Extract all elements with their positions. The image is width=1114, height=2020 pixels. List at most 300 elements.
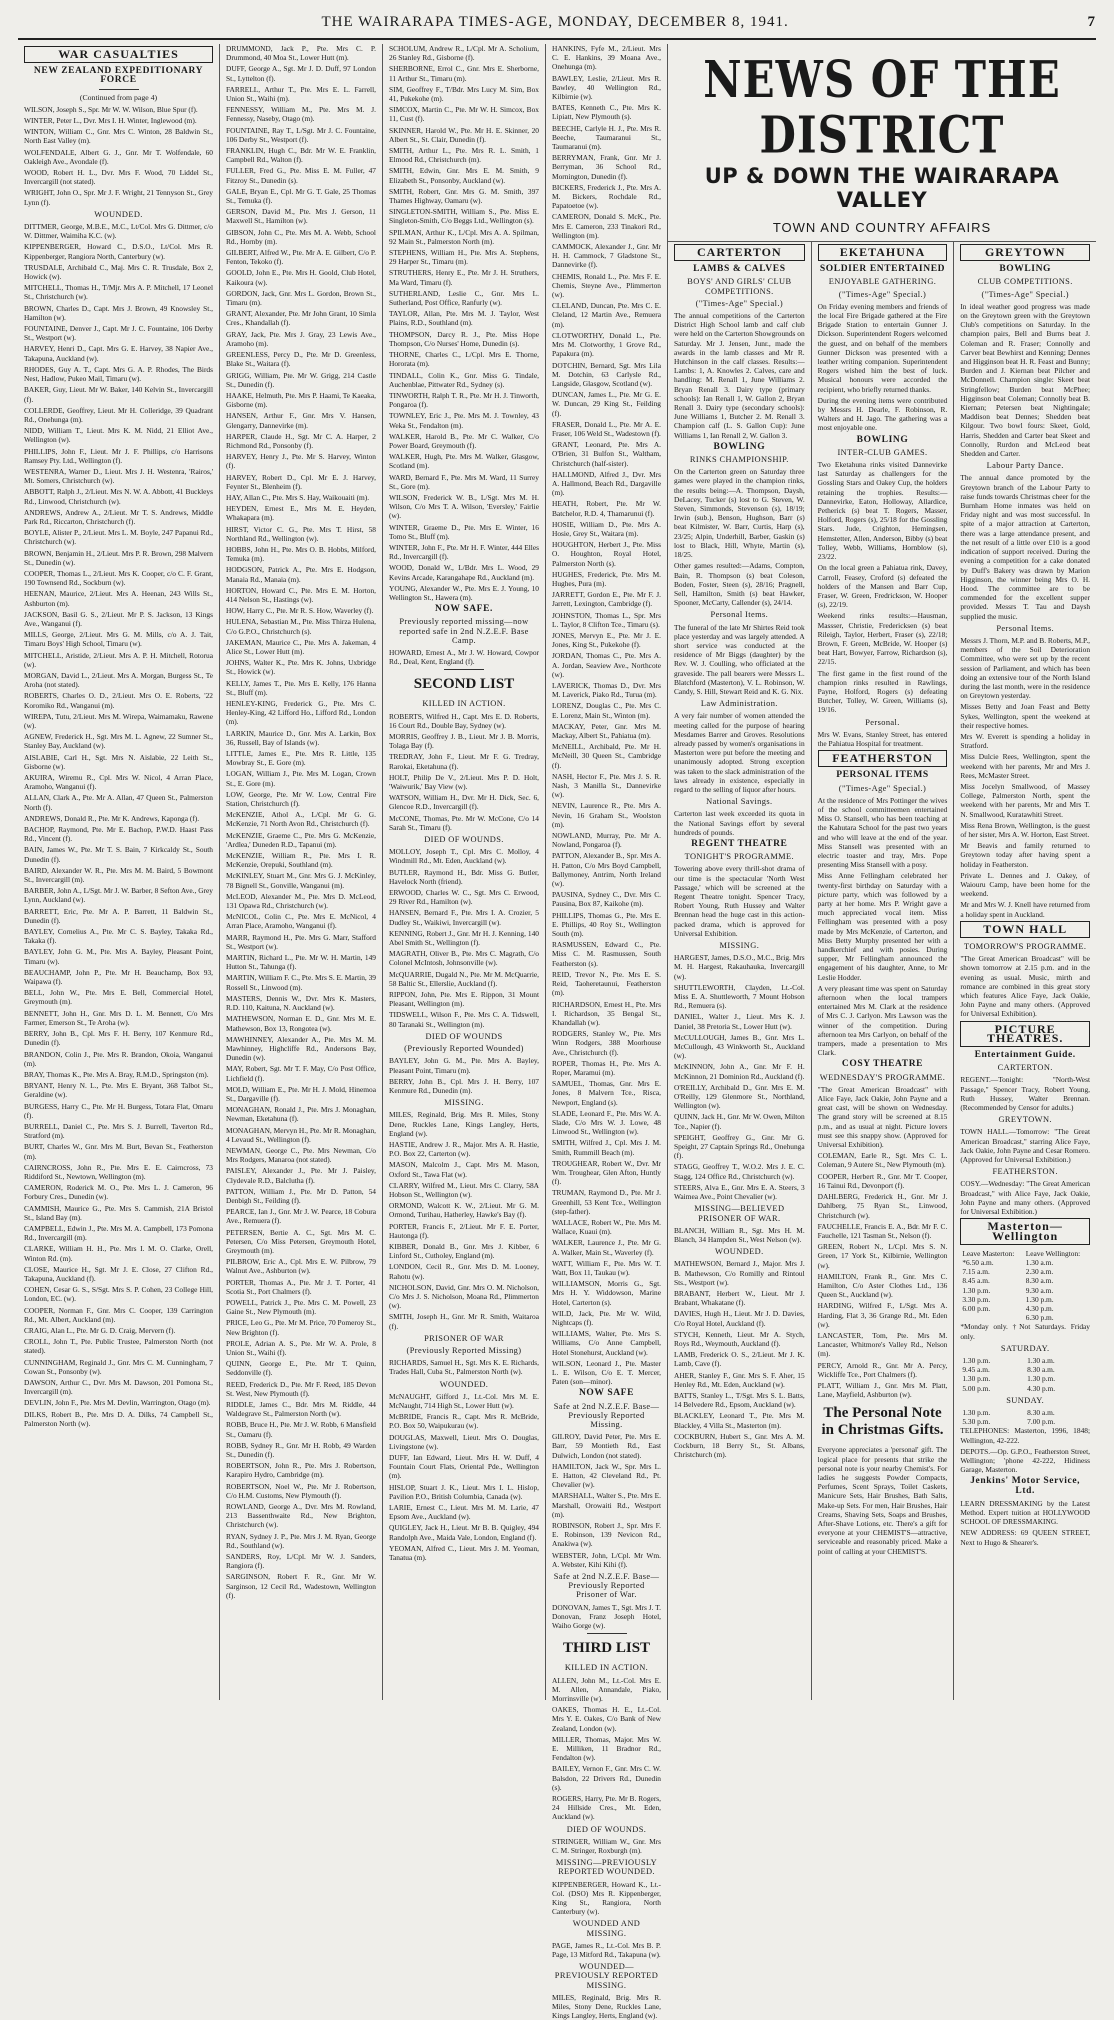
text-paragraph: BROWN, Charles D., Capt. Mrs J. Brown, 49 Knowsley St., Hamilton (w). xyxy=(24,303,213,322)
text-paragraph: CLELAND, Duncan, Pte. Mrs C. E. Cleland, 12 Martin Ave., Remuera (m). xyxy=(552,301,661,329)
greytown-paras3 xyxy=(960,636,1090,919)
text-paragraph: PROLE, Adrian A. S., Pte. Mr W. A. Prole, 8 Union St., Waihi (f). xyxy=(226,1338,376,1357)
eketahuna-bowling: BOWLING xyxy=(856,434,909,445)
text-paragraph: Mrs W. Evans, Stanley Street, has entered the Pahiatua Hospital for treatment. xyxy=(817,729,948,748)
text-paragraph: MARTIN, Richard L., Pte. Mr W. H. Martin, 149 Hutton St., Tahunga (f). xyxy=(226,953,376,972)
text-paragraph: GERSON, David M., Pte. Mrs J. Gerson, 11 Maxwell St., Hamilton (w). xyxy=(226,207,376,226)
timetable-row xyxy=(960,1286,1090,1295)
text-paragraph: GORDON, Jack, Gnr. Mrs L. Gordon, Brown St., Timaru (m). xyxy=(226,288,376,308)
text-paragraph: Private L. Dennes and J. Oakey, of Waiouru Camp, have been home for the weekend. xyxy=(960,870,1091,899)
text-paragraph: MILLS, George, 2/Lieut. Mrs G. M. Mills, c/o A. J. Tait, Timaru Boys' High School, Timaru (w). xyxy=(24,630,213,649)
text-paragraph: STEPHENS, William H., Pte. Mrs A. Stephens, 29 Harper St., Timaru (m). xyxy=(389,248,539,267)
died-wounds-heading: DIED OF WOUNDS. xyxy=(424,835,504,845)
text-paragraph: SMITH, Arthur L., Pte. Mrs R. L. Smith, 1 Elmood Rd., Christchurch (m). xyxy=(389,146,539,165)
text-paragraph: WRIGHT, John O., Spr. Mr J. F. Wright, 21 Tennyson St., Grey Lynn (f). xyxy=(24,188,213,207)
text-paragraph: TOWNLEY, Eric J., Pte. Mrs M. J. Townley, 43 Weka St., Fendalton (m). xyxy=(389,411,539,430)
timetable-row xyxy=(960,1276,1090,1285)
text-paragraph: DAVIES, Hugh H., Lieut. Mr J. D. Davies, C/o Royal Hotel, Auckland (f). xyxy=(674,1309,805,1328)
cosy-paras xyxy=(818,1085,948,1149)
wm-list xyxy=(552,1941,661,1959)
text-paragraph: DOUGLAS, Maxwell, Lieut. Mrs O. Douglas, Livingstone (w). xyxy=(389,1432,539,1451)
text-paragraph: "The Great American Broadcast" will be shown tomorrow at 2.15 p.m. and in the evening as usual. Music, mirth and romance are combined in this great story which features Alice Faye, Jack Oakie, John Payne and many others. (Approved for Universal Exhibition). xyxy=(960,954,1091,1019)
text-paragraph: PILBROW, Eric A., Cpl. Mrs E. W. Pilbrow, 79 Walnut Ave., Ashburton (w). xyxy=(226,1257,376,1276)
text-paragraph: LAMB, Frederick O. S., 2/Lieut. Mr J. K. Lamb, Cave (f). xyxy=(674,1350,805,1369)
timetable-cell: 6.30 p.m. xyxy=(1025,1313,1054,1323)
timetable-cell: 1.30 a.m. xyxy=(1025,1257,1054,1267)
text-paragraph: RICHARDSON, Ernest H., Pte. Mrs I. Richardson, 35 Bengal St., Khandallah (w). xyxy=(552,999,661,1027)
timetable-row xyxy=(960,1408,1090,1417)
text-paragraph: WATT, William F., Pte. Mrs W. T. Watt, Box 11, Taukau (w). xyxy=(552,1258,661,1277)
died-wounds-list xyxy=(389,847,539,1029)
cosy-sub: WEDNESDAY'S PROGRAMME. xyxy=(819,1072,946,1082)
text-paragraph: DUFF, Ian Edward, Lieut. Mrs H. W. Duff, 4 Fountain Court Flats, Oriental Pde., Wellington (m). xyxy=(389,1453,539,1481)
text-paragraph: Other games resulted:—Adams, Compton, Bain, R. Thompson (s) beat Coleson, Boden, Foster, Steen (s), 28/16; Pragnell, Sell, Hamilton, Smith (s) beat Hawker, Spooner, McCarty, Callender (s), 24/14. xyxy=(674,561,805,608)
text-paragraph: The first game in the first round of the champion rinks resulted in Rawlings, Payne, Holford, Rogers (s) defeating Butcher, Tolley, W. Green, Williams (s), 19/16. xyxy=(817,668,948,715)
text-paragraph: TROUGHEAR, Robert W., Dvr. Mr Wm. Troughear, Glen Afton, Huntly (f). xyxy=(552,1158,661,1187)
wounded-heading: WOUNDED. xyxy=(94,209,143,219)
text-paragraph: PHILLIPS, John F., Lieut. Mr J. F. Phillips, c/o Harrisons Ramsey Pty. Ltd., Wellington (f). xyxy=(24,446,213,465)
greytown-labour: Labour Party Dance. xyxy=(986,461,1064,471)
regent-programme: TONIGHT'S PROGRAMME. xyxy=(684,852,795,862)
wounded-prev-list xyxy=(552,1993,661,2020)
text-paragraph: HOSIE, William D., Pte. Mrs A. Hosie, Grey St., Waitara (m). xyxy=(552,519,661,538)
text-paragraph: BEAUCHAMP, John P., Pte. Mr H. Beauchamp, Box 93, Waipawa (f). xyxy=(24,967,213,987)
carterton-paras2 xyxy=(674,467,805,607)
text-paragraph: REED, Frederick D., Pte. Mr F. Reed, 185 Devon St. West, New Plymouth (f). xyxy=(226,1379,376,1398)
greytown-personal: Personal Items. xyxy=(996,623,1054,633)
text-paragraph: McCULLOUGH, James B., Gnr. Mrs L. McCullough, 43 Winkworth St., Auckland (w). xyxy=(674,1032,805,1061)
text-paragraph: COLEMAN, Earle R., Sgt. Mrs C. L. Coleman, 9 Autere St., New Plymouth (m). xyxy=(817,1151,948,1170)
text-paragraph: Misses Betty and Joan Feast and Betty Sykes, Wellington, spent the weekend at their respective homes. xyxy=(960,702,1091,730)
text-paragraph: SMITH, Wilfred J., Cpl. Mrs J. M. Smith, Rummill Beach (m). xyxy=(552,1138,661,1157)
text-paragraph: LITTLE, James E., Pte. Mrs R. Little, 135 Mowbray St., E. Gore (m). xyxy=(226,749,376,768)
timetable-cell: 1.30 p.m. xyxy=(1027,1374,1056,1384)
timetable-cell: 1.30 p.m. xyxy=(962,1407,991,1417)
text-paragraph: WILSON, Frederick W. B., L/Sgt. Mrs M. H. Wilson, C/o Mrs T. A. Wilson, 'Eversley,' Fairlie (w). xyxy=(389,492,539,521)
text-paragraph: The annual competitions of the Carterton District High School lamb and calf club were held on the Carterton Showgrounds on Saturday. Mr J. Jensen, Junr., made the awards in the lamb classes and Mr R. Hutchinson in the calf classes. Results:— Lambs: 1, A. Knowles 2. Calves, care and handling: M. Renall 1, June Williams 2. Bryan Renall 3. Dairy type (primary schools): Ian Renall 1, W. Gallon 2, Bryan Renall 3. Dairy type (secondary schools): June Williams 1, Butcher 2. M. Renall 3. Champion calf (L. S. Gallon Cup): June Williams 1, Ian Renall 2, W. Gallon 3. xyxy=(674,311,805,440)
text-paragraph: BLACKLEY, Leonard T., Pte. Mrs M. Blackley, 4 Villa St., Masterton (m). xyxy=(674,1411,805,1430)
text-paragraph: WINTON, William C., Gnr. Mrs C. Winton, 28 Baldwin St., North East Valley (m). xyxy=(24,127,213,146)
text-paragraph: THORNE, Charles C., L/Cpl. Mrs E. Thorne, Hororata (m). xyxy=(389,350,539,369)
third-list-heading: THIRD LIST xyxy=(562,1640,651,1657)
text-paragraph: ALLEN, John M., Lt.-Col. Mrs E. M. Allen, Annandale, Piako, Morrinsville (w). xyxy=(552,1675,661,1703)
text-paragraph: BEECHE, Carlyle H. J., Pte. Mrs R. Beeche, Taumaranui St., Taumaranui (m). xyxy=(552,123,661,152)
text-paragraph: BATTS, Stanley L., T/Sgt. Mrs S. L. Batts, 14 Belvedere Rd., Epsom, Auckland (w). xyxy=(674,1390,805,1410)
timetable-row xyxy=(960,1417,1090,1426)
text-paragraph: Weekend rinks results:—Hausman, Massser, Christie, Fredericksen (s) beat Rileigh, Taylor, Herbert, Fraser (s), 22/18; Brown, F. Green, McBride, W. Hooper (s) beat Hart, Bowyer, Farrow, Richardson (s), 22/15. xyxy=(817,611,948,667)
timetable-cell: 1.30 p.m. xyxy=(962,1374,991,1384)
text-paragraph: WARD, Bernard F., Pte. Mrs M. Ward, 11 Surrey St., Gore (m). xyxy=(389,472,539,491)
text-paragraph: JONES, Mervyn E., Pte. Mr J. E. Jones, King St., Pukekohe (f). xyxy=(552,630,661,650)
war-casualties-column xyxy=(18,44,219,1700)
wounded-prev-heading: WOUNDED—PREVIOUSLY REPORTED MISSING. xyxy=(554,1962,659,1990)
text-paragraph: RASMUSSEN, Edward C., Pte. Miss C. M. Rasmussen, South Featherston (s). xyxy=(552,940,661,968)
text-paragraph: BAYLEY, John G. M., Pte. Mrs A. Bayley, Pleasant Point, Timaru (m). xyxy=(389,1056,539,1075)
text-paragraph: BOYLE, Alister P., 2/Lieut. Mrs L. M. Boyle, 247 Papanui Rd., Christchurch (w). xyxy=(24,528,213,547)
text-paragraph: PORTER, Thomas A., Pte. Mr J. T. Porter, 41 Scotia St., Port Chalmers (f). xyxy=(226,1277,376,1296)
text-paragraph: GIBSON, John C., Pte. Mrs M. A. Webb, School Rd., Hornby (m). xyxy=(226,227,376,246)
text-paragraph: HANSEN, Bernard F., Pte. Mrs I. A. Crozier, 5 Dudley St., Waikiwi, Invercargill (w). xyxy=(389,908,539,927)
text-paragraph: KIBBER, Donald B., Gnr. Mrs J. Kibber, 6 Linford St., Cutholey, England (m). xyxy=(389,1241,539,1261)
text-paragraph: O'REILLY, Archibald D., Gnr. Mrs E. M. O'Reilly, 129 Glenmore St., Northland, Wellington (w). xyxy=(674,1082,805,1111)
text-paragraph: HENLEY-KING, Frederick G., Pte. Mrs C. Henley-King, 42 Lifford Ho., Lifford Rd., London (m). xyxy=(226,699,376,727)
text-paragraph: MARR, Raymond H., Pte. Mrs G. Marr, Stafford St., Westport (w). xyxy=(226,932,376,951)
timetable-row xyxy=(960,1258,1090,1267)
timetable-row xyxy=(960,1356,1090,1365)
text-paragraph: LARIE, Ernest C., Lieut. Mrs M. M. Larie, 47 Epsom Ave., Auckland (w). xyxy=(389,1503,539,1522)
eketahuna-sub2: ENJOYABLE GATHERING. xyxy=(828,277,937,287)
text-paragraph: REID, Trevor N., Pte. Mrs E. S. Reid, Taoheretaunui, Featherston (m). xyxy=(552,969,661,998)
text-paragraph: ROBERTSON, John R., Pte. Mrs J. Robertson, Karapiro Hydro, Cambridge (m). xyxy=(226,1461,376,1480)
text-paragraph: FOUNTAINE, Denver J., Capt. Mr J. C. Fountaine, 106 Derby St., Westport (w). xyxy=(24,324,213,343)
wm-heading: WOUNDED AND MISSING. xyxy=(572,1919,641,1938)
text-paragraph: COLLERDE, Geoffrey, Lieut. Mr H. Colleridge, 39 Quadrant Rd., Onehunga (m). xyxy=(24,405,213,424)
carterton-rinks: RINKS CHAMPIONSHIP. xyxy=(689,455,789,465)
text-paragraph: BERRY, John B., Cpl. Mrs J. H. Berry, 107 Kenmure Rd., Dunedin (m). xyxy=(389,1076,539,1095)
text-paragraph: DONOVAN, James T., Sgt. Mrs J. T. Donovan, Franz Joseph Hotel, Waiho Gorge (w). xyxy=(552,1602,661,1631)
carterton-paras xyxy=(674,311,805,440)
text-paragraph: CLOSE, Maurice H., Sgt. Mr J. E. Close, 27 Clifton Rd., Takapuna, Auckland (f). xyxy=(24,1264,213,1283)
text-paragraph: GRANT, Leonard, Pte. Mrs A. O'Brien, 31 Bulfon St., Waltham, Christchurch (half-sister). xyxy=(552,440,661,468)
featherston-paras xyxy=(818,796,948,1058)
text-paragraph: TRUMAN, Raymond D., Pte. Mr J. Greenhill, 53 Kent Tce., Wellington (step-father). xyxy=(552,1188,661,1216)
text-paragraph: COOPER, Norman F., Gnr. Mrs C. Cooper, 139 Carrington Rd., Mt. Albert, Auckland (m). xyxy=(24,1305,213,1324)
died-prev-heading: DIED OF WOUNDS xyxy=(425,1031,503,1041)
safe-prev-sub: Safe at 2nd N.Z.E.F. Base—Previously Reported Prisoner of War. xyxy=(553,1572,660,1600)
text-paragraph: McBRIDE, Francis R., Capt. Mrs R. McBride, P.O. Box 50, Waipukurau (w). xyxy=(389,1412,539,1431)
text-paragraph: MOLLOY, Joseph T., Cpl. Mrs C. Molloy, 4 Windmill Rd., Mt. Eden, Auckland (w). xyxy=(389,847,539,866)
text-paragraph: CAMERON, Roderick M. O., Pte. Mrs L. J. Cameron, 96 Forbury Cres., Dunedin (w). xyxy=(24,1183,213,1202)
text-paragraph: On the local green a Pahiatua rink, Davey, Carroll, Feasey, Croford (s) defeated the holders of the Mansen and Barr Cup, Fraser, W. Green, Fredrickson, W. Hooper (s), 22/19. xyxy=(817,563,948,610)
telephones: TELEPHONES: Masterton, 1996, 1848; Wellington, 42-222. xyxy=(960,1426,1091,1445)
text-paragraph: Mr Beavis and family returned to Greytown today after having spent a holiday in Featherston. xyxy=(960,841,1091,869)
text-paragraph: WIREPA, Tutu, 2/Lieut. Mrs M. Wirepa, Waimamaku, Rawene (w). xyxy=(24,711,213,730)
text-paragraph: MORRIS, Geoffrey J. B., Lieut. Mr J. B. Morris, Tolaga Bay (f). xyxy=(389,732,539,751)
text-paragraph: PHILLIPS, Thomas G., Pte. Mrs E. E. Phillips, 40 Roy St., Wellington South (m). xyxy=(552,910,661,939)
text-paragraph: DUFF, George A., Sgt. Mr J. D. Duff, 97 London St., Lyttelton (f). xyxy=(226,64,376,83)
text-paragraph: TRUSDALE, Archibald C., Maj. Mrs C. R. Trusdale, Box 2, Howick (w). xyxy=(24,262,213,282)
text-paragraph: WALLACE, Robert W., Pte. Mrs M. Wallace, Kuaui (m). xyxy=(552,1217,661,1237)
carterton-personal: Personal Items. xyxy=(710,610,769,620)
carterton-bowling: BOWLING xyxy=(713,441,766,452)
timetable-cell: 5.00 p.m. xyxy=(962,1383,991,1393)
text-paragraph: SUTHERLAND, Leslie C., Gnr. Mrs L. Sutherland, Post Office, Ranfurly (w). xyxy=(389,288,539,308)
text-paragraph: NICHOLSON, David, Gnr. Mrs O. M. Nicholson, C/o Mrs J. S. Nicholson, Moana Rd., Plimmerton (w). xyxy=(389,1282,539,1311)
now-safe-heading-4: NOW SAFE xyxy=(578,1388,635,1399)
text-paragraph: PAGE, James R., Lt.-Col. Mrs B. P. Page, 13 Mitford Rd., Takapuna (w). xyxy=(552,1940,661,1959)
text-paragraph: HOUGHTON, Herbert J., Pte. Miss O. Houghton, Royal Hotel, Palmerston North (s). xyxy=(552,540,661,568)
text-paragraph: SLADE, Leonard F., Pte. Mrs W. A. Slade, C/o Mrs W. J. Lowe, 48 Linwood St., Wellington (w). xyxy=(552,1108,661,1137)
text-paragraph: McNICOL, Colin C., Pte. Mrs E. McNicol, 4 Arran Place, Aramoho, Wanganui (f). xyxy=(226,912,376,931)
missing-heading: MISSING. xyxy=(444,1098,484,1108)
text-paragraph: STEERS, Alva E., Gnr. Mrs E. A. Steers, 3 Waimea Ave., Point Chevalier (w). xyxy=(674,1182,805,1202)
text-paragraph: DOTCHIN, Bernard, Sgt. Mrs Lila M. Dotchin, 63 Carlysle Rd., Langside, Glasgow, Scotland (w). xyxy=(552,360,661,388)
timetable-row xyxy=(960,1267,1090,1276)
text-paragraph: ORMOND, Walcott K. W., 2/Lieut. Mr G. M. Ormond, Turihau, Hatherley, Hawke's Bay (f). xyxy=(389,1201,539,1220)
greytown-paras2 xyxy=(960,473,1090,620)
text-paragraph: DAWSON, Arthur C., Dvr. Mrs M. Dawson, 201 Pomona St., Invercargill (m). xyxy=(24,1378,213,1397)
text-paragraph: FRANKLIN, Hugh C., Bdr. Mr W. E. Franklin, Campbell Rd., Walton (f). xyxy=(226,146,376,165)
died-wounds-heading-4: DIED OF WOUNDS. xyxy=(566,1824,647,1834)
guide-carterton: CARTERTON. xyxy=(997,1063,1053,1073)
text-paragraph: BRABANT, Herbert W., Lieut. Mr J. Brabant, Whakatane (f). xyxy=(674,1288,805,1308)
text-paragraph: CHEMIS, Ronald L., Pte. Mrs F. E. Chemis, Steyne Ave., Plimmerton (w). xyxy=(552,271,661,300)
text-paragraph: DUNCAN, James L., Pte. Mr G. E. W. Duncan, 29 King St., Feilding (f). xyxy=(552,390,661,418)
text-paragraph: RIPPON, John, Pte. Mrs E. Rippon, 31 Mount Pleasant, Wellington (m). xyxy=(389,990,539,1009)
text-paragraph: GRIGG, William, Pte. Mr W. Grigg, 214 Castle St., Dunedin (f). xyxy=(226,370,376,389)
text-paragraph: BAWLEY, Leslie, 2/Lieut. Mrs R. Bawley, 40 Wellington Rd., Kilbirnie (w). xyxy=(552,73,661,102)
timetable-cell: 8.30 a.m. xyxy=(1027,1407,1055,1417)
text-paragraph: PORTER, Francis F., 2/Lieut. Mr F. E. Porter, Hautonga (f). xyxy=(389,1221,539,1240)
text-paragraph: TAYLOR, Allan, Pte. Mrs M. J. Taylor, West Plains, R.D., Southland (m). xyxy=(389,309,539,328)
text-paragraph: LANCASTER, Tom, Pte. Mrs M. Lancaster, Whitmore's Valley Rd., Nelson (m). xyxy=(817,1330,948,1359)
text-paragraph: DAHLBERG, Frederick H., Gnr. Mr J. Dahlberg, 75 Ryan St., Linwood, Christchurch (w). xyxy=(817,1192,948,1220)
text-paragraph: McCONE, Thomas, Pte. Mr W. McCone, C/o 14 Sarah St., Timaru (f). xyxy=(389,813,539,832)
text-paragraph: CAMMOCK, Alexander J., Gnr. Mr H. H. Cammock, 7 Gladstone St., Dannevirke (f). xyxy=(552,242,661,270)
featherston-personal: PERSONAL ITEMS xyxy=(836,770,929,781)
text-paragraph: PERCY, Arnold R., Gnr. Mr A. Percy, Wickliffe Tce., Port Chalmers (f). xyxy=(817,1360,948,1379)
text-paragraph: A very pleasant time was spent on Saturday afternoon when the local trampers entertained Mrs M. Clark at the residence of Mrs C. J. Carlyon. Mrs Lawson was the winner of the competition. During afternoon tea Mrs Carlyon, on behalf of the trampers, made a presentation to Mrs Clark. xyxy=(817,983,948,1058)
text-paragraph: McQUARRIE, Dugald N., Pte. Mr M. McQuarrie, 58 Baltic St., Ellerslie, Auckland (f). xyxy=(389,969,539,988)
text-paragraph: FAUCHELLE, Francis E. A., Bdr. Mr F. C. Fauchelle, 121 Tasman St., Nelson (f). xyxy=(817,1221,948,1240)
text-paragraph: MASON, Malcolm J., Capt. Mrs M. Mason, Oxford St., Tawa Flat (w). xyxy=(389,1160,539,1179)
eketahuna-personal: Personal. xyxy=(865,717,900,727)
text-paragraph: QUINN, Jack H., Gnr. Mr W. Owen, Milton Tce., Napier (f). xyxy=(674,1112,805,1131)
carterton-wounded-heading: WOUNDED. xyxy=(715,1247,764,1257)
text-paragraph: WILLIAMSON, Morris G., Sgt. Mrs H. Y. Widdowson, Marine Hotel, Carterton (s). xyxy=(552,1279,661,1307)
text-paragraph: HORTON, Howard C., Pte. Mrs E. M. Horton, 414 Nelson St., Hastings (w). xyxy=(226,585,376,604)
district-title: NEWS OF THE DISTRICT xyxy=(703,50,1061,165)
text-paragraph: On the Carterton green on Saturday three games were played in the champion rinks, the results being:—A. Thompson, Daysh, DeLacey, Tucker (s) lost to G. Steven, W. Steven, Simmonds, Stevenson (s), 18/19; Irwin (sub.), Benson, Hughson, Barr (s) beat Kilmister, W. Barr, Curtis, Harp (s), 23/25; Alpin, Underhill, Barber, Gaskin (s) lost to Black, Hill, Whyte, Martin (s), 18/25. xyxy=(674,467,805,560)
war-casualties-subtitle: NEW ZEALAND EXPEDITIONARY FORCE xyxy=(33,66,204,86)
text-paragraph: ROWLAND, George A., Dvr. Mrs M. Rowland, 213 Bassenthwaite Rd., New Brighton, Christchurch (w). xyxy=(226,1502,376,1530)
mast-title: THE WAIRARAPA TIMES-AGE, MONDAY, DECEMBER 8, 1941. xyxy=(321,14,789,30)
town-hall-sub: TOMORROW'S PROGRAMME. xyxy=(963,942,1087,952)
text-paragraph: FENNESSY, William M., Pte. Mrs M. J. Fennessy, Naseby, Otago (m). xyxy=(226,105,376,124)
text-paragraph: ROPER, Thomas H., Pte. Mrs A. Roper, Maramui (m). xyxy=(552,1058,661,1077)
text-paragraph: BURT, Charles W., Gnr. Mrs M. Burt, Bevan St., Featherston (m). xyxy=(24,1142,213,1161)
text-paragraph: KELLY, James T., Pte. Mrs E. Kelly, 176 Hanna St., Bluff (m). xyxy=(226,678,376,697)
text-paragraph: PAISLEY, Alexander J., Pte. Mr J. Paisley, Clydevale R.D., Balclutha (f). xyxy=(226,1166,376,1185)
text-paragraph: HARVEY, Henry J., Pte. Mr S. Harvey, Winton (f). xyxy=(226,452,376,471)
service-heading: Masterton—Wellington xyxy=(960,1218,1090,1244)
text-paragraph: POWELL, Patrick J., Pte. Mrs C. M. Powell, 23 Gaine St., New Plymouth (m). xyxy=(226,1297,376,1317)
text-paragraph: DITTMER, George, M.B.E., M.C., Lt/Col. Mrs G. Dittmer, c/o W. Dittmer, Waimiha K.C. (w). xyxy=(24,222,213,241)
text-paragraph: BAYLEY, Cornelius A., Pte. Mr C. S. Bayley, Takaka Rd., Takaka (f). xyxy=(24,927,213,946)
text-paragraph: WINTER, Graeme D., Pte. Mrs E. Winter, 16 Tomo St., Bluff (m). xyxy=(389,522,539,541)
text-paragraph: JOHNSTON, Thomas L., Spr. Mrs L. Taylor, 8 Clifton Tce., Timaru (s). xyxy=(552,610,661,629)
text-paragraph: FULLER, Fred G., Pte. Miss E. M. Fuller, 47 Fitzroy St., Dunedin (s). xyxy=(226,166,376,185)
text-paragraph: HAAKE, Helmuth, Pte. Mrs P. Haami, Te Kaeaka, Gisborne (m). xyxy=(226,390,376,410)
cosy-heading: COSY THEATRE xyxy=(841,1059,924,1070)
text-paragraph: TIDSWELL, Wilson F., Pte. Mrs C. A. Tidswell, 80 Taranaki St., Wellington (m). xyxy=(389,1010,539,1029)
text-paragraph: HEYDEN, Ernest E., Mrs M. E. Heyden, Whakapara (m). xyxy=(226,504,376,523)
text-paragraph: LARKIN, Maurice D., Gnr. Mrs A. Larkin, Box 36, Russell, Bay of Islands (w). xyxy=(226,728,376,747)
text-paragraph: CUNNINGHAM, Reginald J., Gnr. Mrs C. M. Cunningham, 7 Cowan St., Ponsonby (w). xyxy=(24,1357,213,1376)
text-paragraph: MITCHELL, Thomas H., T/Mjr. Mrs A. P. Mitchell, 17 Leonel St., Christchurch (w). xyxy=(24,283,213,302)
text-paragraph: BAIN, James W., Pte. Mr T. S. Bain, 7 Kirkcaldy St., South Dunedin (f). xyxy=(24,845,213,864)
eketahuna-paras2 xyxy=(818,460,948,714)
died-prev-sub: (Previously Reported Wounded) xyxy=(404,1044,524,1054)
greytown-paras xyxy=(960,302,1090,458)
text-paragraph: ROBERTS, Wilfred H., Capt. Mrs E. D. Roberts, 16 Court Rd., Double Bay, Sydney (w). xyxy=(389,711,539,730)
text-paragraph: SPEIGHT, Geoffrey G., Gnr. Mr G. Speight, 27 Captain Springs Rd., Onehunga (f). xyxy=(674,1132,805,1161)
timetable-cell xyxy=(960,1313,1023,1322)
text-paragraph: BRYANT, Henry N. L., Pte. Mrs E. Bryant, 368 Talbot St., Geraldine (w). xyxy=(24,1081,213,1100)
text-paragraph: At the residence of Mrs Pottinger the wives of the school committeemen entertained Miss O. Stansell, who has been teaching at the Kahutara School for the past two years and who will leave at the end of the year. Miss Stansell was presented with an electric toaster and tray, Mrs. Pope presenting Miss Stansell with a posy. xyxy=(817,795,948,870)
text-paragraph: WILLIAMS, Walter, Pte. Mrs S. Williams, C/o Anne Campbell, Hotel Stonehurst, Auckland (w). xyxy=(552,1329,661,1357)
text-paragraph: PAUSINA, Sydney C., Dvr. Mrs C. Pausina, Box 87, Kaikohe (m). xyxy=(552,890,661,909)
text-paragraph: MACKAY, Peter, Gnr. Mrs M. Mackay, Albert St., Pahiatua (m). xyxy=(552,721,661,741)
text-paragraph: WOOD, Donald W., L/Bdr. Mrs L. Wood, 29 Kevins Arcade, Karangahape Rd., Auckland (m). xyxy=(389,563,539,582)
text-paragraph: BAIRD, Alexander W. R., Pte. Mrs M. M. Baird, 5 Bowmont St., Invercargill (m). xyxy=(24,865,213,885)
text-paragraph: HARPER, Claude H., Sgt. Mr C. A. Harper, 2 Richmond Rd., Ponsonby (f). xyxy=(226,431,376,450)
text-paragraph: BICKERS, Frederick J., Pte. Mrs A. M. Bickers, Rochdale Rd., Papatoetoe (w). xyxy=(552,182,661,211)
text-paragraph: CLARKE, William H. H., Pte. Mrs I. M. O. Clarke, Orell, Winton Rd. (m). xyxy=(24,1244,213,1263)
text-paragraph: MOLD, William E., Pte. Mr H. J. Mold, Hinemoa St., Dargaville (f). xyxy=(226,1084,376,1103)
text-paragraph: KENNING, Robert J., Gnr. Mr H. J. Kenning, 140 Abel Smith St., Wellington (f). xyxy=(389,928,539,948)
text-paragraph: CAIRNCROSS, John R., Pte. Mrs E. E. Cairncross, 73 Riddiford St., Newtown, Wellington (m). xyxy=(24,1162,213,1181)
text-paragraph: In ideal weather good progress was made on the Greytown green with the Greytown Club's competitions on Saturday. In the champion pairs, Bell and Burns beat J. Coleman and R. Fraser; Connolly and Carver beat Bewhirst and Kenning; Dennes and Higginson beat H. R. Feast and Bunny; Burden and J. Kiernan beat Pilcher and McDonnell. Champion single: Skeet beat Stringfellow; Burden beat McPhee; Higginson beat Coleman; Connolly beat B. Kiernan; Petersen beat Nightingale; Maddison beat Dennes; Shedden beat Kilgour. Two bowl fours: Skeet, Gold, Harris, Shedden and Carter beat Skeet and Connolly, Rurdon and McLeod beat Shedden and Carter. xyxy=(960,301,1091,459)
text-paragraph: DANIEL, Walter J., Lieut. Mrs K. J. Daniel, 38 Pretoria St., Lower Hutt (w). xyxy=(674,1012,805,1031)
text-paragraph: Miss Jocelyn Smallwood, of Massey College, Palmerston North, spent the weekend with her parents, Mr and Mrs T. N. Smallwood, Kuratawhiti Street. xyxy=(960,781,1091,819)
timetable-note: *Monday only. †Not Saturdays. Friday only. xyxy=(960,1322,1091,1341)
text-paragraph: McKINNON, John A., Gnr. Mr F. H. McKinnon, 21 Dominion Rd., Auckland (f). xyxy=(674,1062,805,1081)
text-paragraph: HAMILTON, Frank R., Gnr. Mrs C. Hamilton, C/o Aster Clothes Ltd., 136 Queen St., Auckland (w). xyxy=(817,1271,948,1300)
text-paragraph: Towering above every thrill-shot drama of our time is the spectacular 'North West Passage,' which will be screened at the Regent Theatre tonight. Spencer Tracy, Robert Young, Ruth Hussey and Walter Brennan head the huge cast in this action-packed drama, which is approved for Universal Exhibition. xyxy=(674,864,805,938)
wounded-list-3 xyxy=(389,1392,539,1562)
timetable-cell: 7.15 a.m. xyxy=(962,1267,990,1277)
text-paragraph: MILES, Reginald, Brig. Mrs R. Miles, Stony Dene, Ruckles Lane, Kings Langley, Herts, England (w). xyxy=(389,1110,539,1138)
text-paragraph: Two Eketahuna rinks visited Dannevirke last Saturday as challengers for the Gossling Stars and Oakey Cup, the holders retaining the trophies. Results:—Dannevirke, Eaton, Holloway, Allardice, Petherick (s) beat T. Rogers, Masser, Holford, Rogers (s), 25/18 for the Gossling Stars. Jude, Crighton, Hemingsen, Hemstetter, Allen, Anderson, Bibby (s) beat Tolley, Webb, Williams, Hornblow (s), 23/22. xyxy=(817,460,948,562)
text-paragraph: SINGLETON-SMITH, William S., Pte. Miss E. Singleton-Smith, C/o Beggs Ltd., Wellington (s). xyxy=(389,207,539,226)
district-news-zone xyxy=(667,44,1096,1700)
text-paragraph: HANKINS, Fyfe M., 2/Lieut. Mrs C. E. Hankins, 39 Moana Ave., Onehunga (m). xyxy=(552,44,661,72)
text-paragraph: BAKER, Guy, Lieut. Mr W. Baker, 140 Kelvin St., Invercargill (f). xyxy=(24,385,213,404)
text-paragraph: McKINLEY, Stuart M., Gnr. Mrs G. J. McKinley, 78 Bignell St., Gonville, Wanganui (m). xyxy=(226,871,376,890)
saturday-timetable xyxy=(960,1356,1090,1393)
text-paragraph: JORDAN, Thomas C., Pte. Mrs A. A. Jordan, Seaview Ave., Northcote (w). xyxy=(552,651,661,679)
text-paragraph: HASTIE, Andrew J. R., Major. Mrs A. R. Hastie, P.O. Box 22, Carterton (w). xyxy=(389,1139,539,1159)
greytown-title: GREYTOWN xyxy=(960,244,1090,261)
now-safe-heading: NOW SAFE. xyxy=(434,604,493,615)
text-paragraph: HARVEY, Robert D., Cpl. Mr E. J. Harvey, Feynter St., Blenheim (f). xyxy=(226,472,376,491)
guide-carterton-text: REGENT.—Tonight: "North-West Passage," Spencer Tracy, Robert Young, Ruth Hussey, Walter Brennan. (Recommended by Censor for adults.) xyxy=(960,1075,1091,1113)
safe-prev-list xyxy=(552,1603,661,1631)
now-safe-list-4 xyxy=(552,1432,661,1569)
featherston-dateline: ("Times-Age" Special.) xyxy=(838,783,927,793)
district-banner xyxy=(668,44,1096,242)
text-paragraph: BRANDON, Colin J., Pte. Mrs R. Brandon, Okoia, Wanganui (m). xyxy=(24,1049,213,1068)
text-paragraph: DILKS, Robert B., Pte. Mrs D. A. Dilks, 74 Campbell St., Palmerston North (w). xyxy=(24,1409,213,1428)
text-paragraph: NEVIN, Laurence R., Pte. Mrs A. Nevin, 16 Graham St., Woolston (m). xyxy=(552,801,661,829)
text-paragraph: ANDREWS, Andrew A., 2/Lieut. Mr T. S. Andrews, Middle Park Rd., Riccarton, Christchurch (f). xyxy=(24,507,213,526)
timetable-cell: 9.30 a.m. xyxy=(1025,1285,1054,1295)
eketahuna-title: EKETAHUNA xyxy=(818,244,948,261)
wounded-heading-3: WOUNDED. xyxy=(439,1379,489,1389)
text-paragraph: WATSON, William H., Dvr. Mr H. Dick, Sec. 6, Glencoe R.D., Invercargill (f). xyxy=(389,793,539,812)
text-paragraph: Mrs W. Everett is spending a holiday in Stratford. xyxy=(960,731,1091,751)
text-paragraph: THOMPSON, Darcy R. J., Pte. Miss Hope Thompson, C/o Nurses' Home, Dunedin (s). xyxy=(389,329,539,348)
town-hall-paras xyxy=(960,954,1090,1018)
casualties-column-4 xyxy=(545,44,667,2020)
text-paragraph: SIMCOX, Martin C., Pte. Mr W. H. Simcox, Box 11, Cust (f). xyxy=(389,105,539,124)
masthead xyxy=(18,14,1096,40)
text-paragraph: ROBERTSON, Noel W., Pte. Mr J. Robertson, C/o H.M. Customs, New Plymouth (f). xyxy=(226,1481,376,1500)
text-paragraph: BURRELL, Daniel C., Pte. Mrs S. J. Burrell, Taverton Rd., Stratford (m). xyxy=(24,1121,213,1141)
text-paragraph: MORGAN, David L., 2/Lieut. Mrs A. Morgan, Burgess St., Te Aroha (not stated). xyxy=(24,670,213,690)
casualties-column-3 xyxy=(382,44,545,1700)
pictures-heading: PICTURE THEATRES. xyxy=(960,1021,1090,1047)
text-paragraph: WILSON, Leonard J., Pte. Master L. E. Wilson, C/o E. T. Mercer, Paten (son—minor). xyxy=(552,1358,661,1387)
text-paragraph: RODGERS, Stanley W., Pte. Mrs Winn Rodgers, 388 Moorhouse Ave., Christchurch (f). xyxy=(552,1029,661,1057)
text-paragraph: TINDALL, Colin K., Gnr. Miss G. Tindale, Auchenblae, Pittwater Rd., Sydney (s). xyxy=(389,370,539,389)
text-paragraph: RHODES, Guy A. T., Capt. Mrs G. A. P. Rhodes, The Birds Nest, Hadlow, Pukeo Mail, Timaru (w). xyxy=(24,364,213,384)
saturday-rows xyxy=(960,1356,1090,1393)
war-casualties-title: WAR CASUALTIES xyxy=(24,46,213,63)
second-list-heading: SECOND LIST xyxy=(413,676,515,693)
missing-prev-heading: MISSING—PREVIOUSLY REPORTED WOUNDED. xyxy=(555,1858,658,1877)
text-paragraph: TINWORTH, Ralph T. R., Pte. Mr H. J. Tinworth, Pongaroa (f). xyxy=(389,390,539,410)
guide-heading: Entertainment Guide. xyxy=(974,1050,1076,1061)
text-paragraph: McNEILL, Archibald, Pte. Mr H. McNeill, 30 Queen St., Cambridge (f). xyxy=(552,742,661,770)
text-paragraph: GRAY, Jack, Pte. Mrs J. Gray, 23 Lewis Ave., Aramoho (m). xyxy=(226,329,376,348)
text-paragraph: BACHOP, Raymond, Pte. Mr E. Bachop, P.W.D. Haast Pass Rd., Vincent (f). xyxy=(24,825,213,844)
text-paragraph: CLOTWORTHY, Donald L., Pte. Mrs M. Clotworthy, 1 Grove Rd., Papakura (m). xyxy=(552,330,661,359)
text-paragraph: LAVERICK, Thomas D., Dvr. Mrs M. Laverick, Piako Rd., Turua (m). xyxy=(552,681,661,700)
text-paragraph: McKENZIE, William R., Pte. Mrs I. R. McKenzie, Orepuki, Southland (m). xyxy=(226,851,376,870)
timetable-row xyxy=(960,1295,1090,1304)
text-paragraph: ROBB, Sydney R., Gnr. Mr H. Robb, 49 Warden St., Dunedin (f). xyxy=(226,1440,376,1460)
text-paragraph: WALKER, Laurence J., Pte. Mr G. A. Walker, Main St., Waverley (f). xyxy=(552,1238,661,1257)
text-paragraph: BERRYMAN, Frank, Gnr. Mr J. Berryman, 36 School Rd., Mornington, Dunedin (f). xyxy=(552,153,661,181)
page-number: 7 xyxy=(1087,14,1096,30)
text-paragraph: SKINNER, Harold W., Pte. Mr H. E. Skinner, 20 Albert St., St. Clair, Dunedin (f). xyxy=(389,125,539,144)
timetable xyxy=(960,1249,1090,1323)
killed-list xyxy=(389,712,539,832)
guide-greytown: GREYTOWN. xyxy=(998,1115,1052,1125)
carterton-paras5 xyxy=(674,809,805,837)
text-paragraph: COHEN, Cesar G. S., S/Sgt. Mrs S. P. Cohen, 23 College Hill, London, EC. (w). xyxy=(24,1285,213,1304)
text-paragraph: NASH, Hector F., Pte. Mrs J. S. R. Nash, 3 Manilla St., Dannevirke (w). xyxy=(552,771,661,800)
text-paragraph: LOW, George, Pte. Mr W. Low, Central Fire Station, Christchurch (f). xyxy=(226,789,376,809)
carterton-dateline: ("Times-Age" Special.) xyxy=(695,298,784,308)
text-paragraph: FARRELL, Arthur T., Pte. Mrs E. L. Farrell, Union St., Waihi (m). xyxy=(226,84,376,104)
guide-featherston: FEATHERSTON. xyxy=(992,1167,1058,1177)
text-paragraph: QUINN, George E., Pte. Mr T. Quinn, Seddonville (f). xyxy=(226,1359,376,1378)
text-paragraph: GILROY, David Peter, Pte. Mrs E. Barr, 59 Montieth Rd., East Dulwich, London (not stated). xyxy=(552,1432,661,1460)
guide-featherston-text: COSY.—Wednesday: "The Great American Broadcast," with Alice Faye, Jack Oakie, John Payne and many others. (Approved for Universal Exhibition.) xyxy=(960,1179,1091,1217)
dressmaking-ad: LEARN DRESSMAKING by the Latest Method. Expert tuition at HOLLYWOOD SCHOOL OF DRESSMAKING. xyxy=(960,1498,1091,1527)
carterton-pow-heading: MISSING—BELIEVED PRISONER OF WAR. xyxy=(694,1204,785,1223)
text-paragraph: AHER, Stanley F., Gnr. Mrs S. F. Aher, 15 Henley Rd., Mt. Eden, Auckland (w). xyxy=(674,1370,805,1389)
text-paragraph: GALE, Bryan E., Cpl. Mr G. T. Gale, 25 Thomas St., Temuka (f). xyxy=(226,186,376,206)
text-paragraph: BUTLER, Raymond H., Bdr. Miss G. Butler, Havelock North (friend). xyxy=(389,867,539,886)
carterton-paras3 xyxy=(674,623,805,697)
entries-1 xyxy=(24,105,213,207)
text-paragraph: HANSEN, Arthur F., Gnr. Mrs V. Hansen, Glengarry, Dannevirke (m). xyxy=(226,411,376,430)
text-paragraph: MAY, Robert, Sgt. Mr T. F. May, C/o Post Office, Lichfield (f). xyxy=(226,1064,376,1083)
text-paragraph: STAGG, Geoffrey T., W.O.2. Mrs J. E. C. Stagg, 124 Office Rd., Christchurch (w). xyxy=(674,1162,805,1181)
text-paragraph: HODGSON, Patrick A., Pte. Mrs E. Hodgson, Manaia Rd., Manaia (m). xyxy=(226,565,376,584)
text-paragraph: WOOD, Robert H. L., Dvr. Mrs F. Wood, 70 Liddel St., Invercargill (not stated). xyxy=(24,168,213,187)
text-paragraph: Miss Dulcie Rees, Wellington, spent the weekend with her parents, Mr and Mrs J. Rees, McMaster Street. xyxy=(960,752,1091,780)
carterton-sub2: BOYS' AND GIRLS' CLUB COMPETITIONS. xyxy=(687,277,792,296)
text-paragraph: BATES, Kenneth C., Pte. Mrs K. Lipiatt, New Plymouth (s). xyxy=(552,103,661,122)
text-paragraph: BRAY, Thomas K., Pte. Mrs A. Bray, R.M.D., Springston (m). xyxy=(24,1069,209,1079)
sunday-heading: SUNDAY. xyxy=(1006,1395,1045,1405)
text-paragraph: TREDRAY, John F., Lieut. Mr F. G. Tredray, Rarokai, Eketahuna (f). xyxy=(389,752,539,771)
